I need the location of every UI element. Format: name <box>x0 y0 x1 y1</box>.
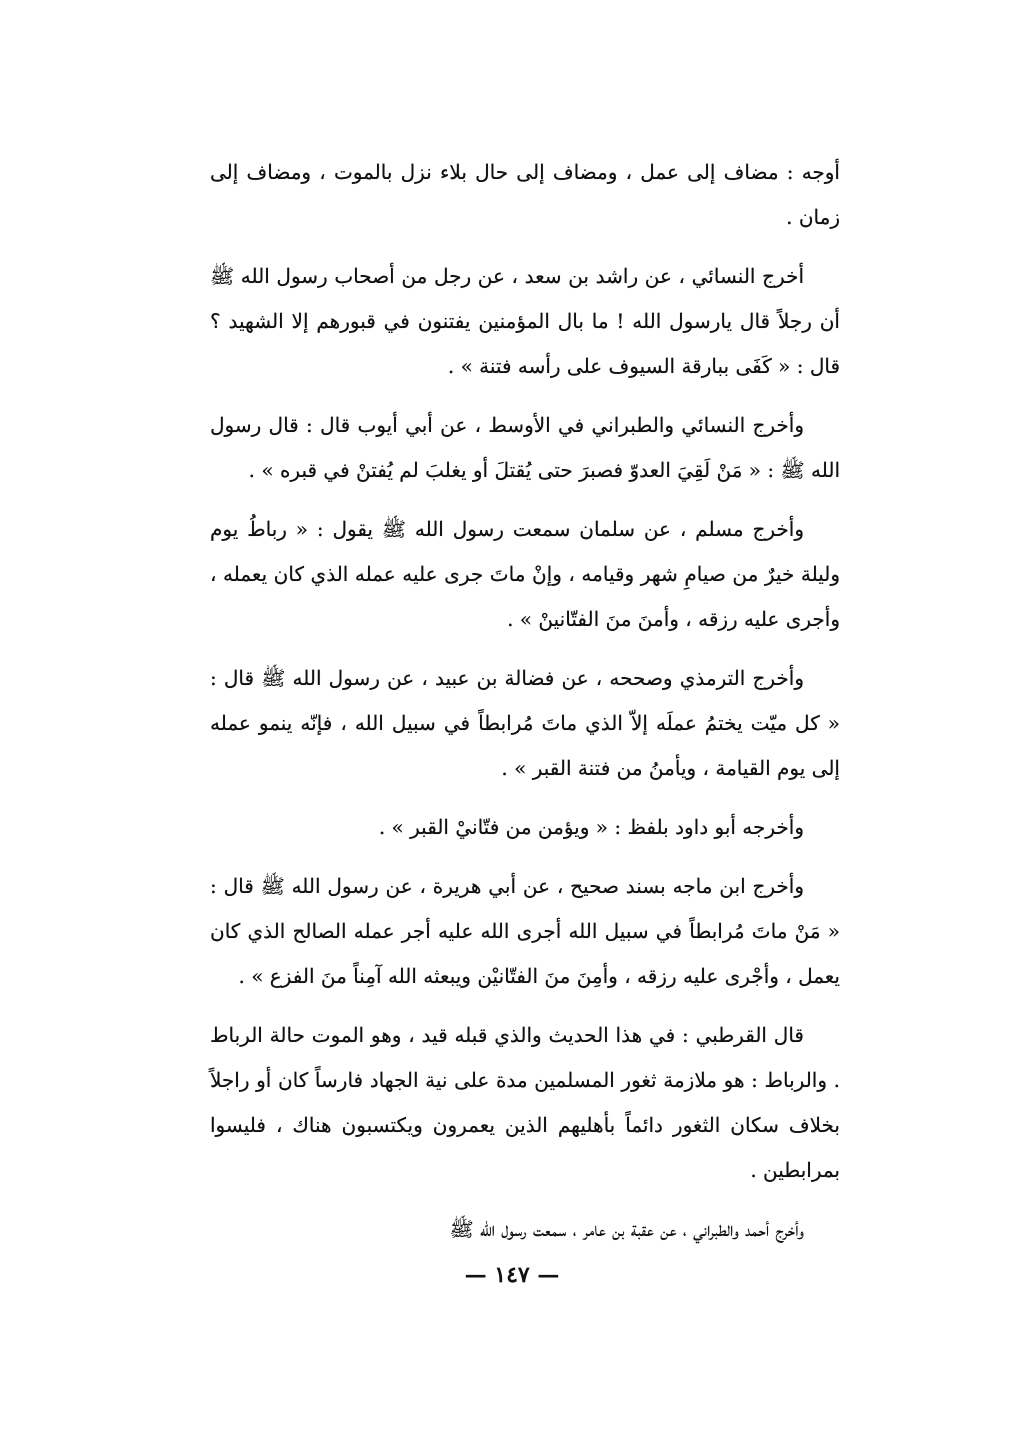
paragraph-8: قال القرطبي : في هذا الحديث والذي قبله قيد ، وهو الموت حالة الرباط . والرباط : هو ملازمة ثغور المسلمين مدة على نية الجهاد فارساً كان أو راجلاً بخلاف سكان الثغور دائماً بأهليهم الذين يعمرون ويكتسبون هناك ، فليسوا بمرابطين . <box>210 1023 840 1182</box>
paragraph-5: وأخرج الترمذي وصححه ، عن فضالة بن عبيد ، عن رسول الله ﷺ قال : « كل ميّت يختمُ عملَه إلاّ الذي ماتَ مُرابطاً في سبيل الله ، فإنّه ينمو عمله إلى يوم القيامة ، ويأمنُ من فتنة القبر » . <box>210 666 840 780</box>
page-number: — ١٤٧ — <box>464 1262 560 1288</box>
paragraph-2: أخرج النسائي ، عن راشد بن سعد ، عن رجل من أصحاب رسول الله ﷺ أن رجلاً قال يارسول الله ! ما بال المؤمنين يفتنون في قبورهم إلا الشهيد ؟ قال : « كَفَى ببارقة السيوف على رأسه فتنة » . <box>210 264 840 378</box>
paragraph-4: وأخرج مسلم ، عن سلمان سمعت رسول الله ﷺ يقول : « رباطُ يوم وليلة خيرٌ من صيامِ شهر وقيامه ، وإنْ ماتَ جرى عليه عمله الذي كان يعمله ، وأجرى عليه رزقه ، وأمنَ منَ الفتّانينْ » . <box>210 517 840 631</box>
paragraph-3: وأخرج النسائي والطبراني في الأوسط ، عن أبي أيوب قال : قال رسول الله ﷺ : « مَنْ لَقِيَ العدوّ فصبرَ حتى يُقتلَ أو يغلبَ لم يُفتنْ في قبره » . <box>210 413 840 482</box>
page-body <box>210 150 840 1266</box>
paragraph-1: أوجه : مضاف إلى عمل ، ومضاف إلى حال بلاء نزل بالموت ، ومضاف إلى زمان . <box>210 160 840 229</box>
paragraph-6: وأخرجه أبو داود بلفظ : « ويؤمن من فتّانيْ القبر » . <box>378 815 804 839</box>
paragraph-9: وأخرج أحمد والطبراني ، عن عقبة بن عامر ، سمعت رسول الله ﷺ <box>449 1217 804 1241</box>
paragraph-7: وأخرج ابن ماجه بسند صحيح ، عن أبي هريرة ، عن رسول الله ﷺ قال : « مَنْ ماتَ مُرابطاً في سبيل الله أجرى الله عليه أجر عمله الصالح الذي كان يعمل ، وأجْرى عليه رزقه ، وأمِنَ منَ الفتّانيْن ويبعثه الله آمِناً منَ الفزع » . <box>210 874 840 988</box>
